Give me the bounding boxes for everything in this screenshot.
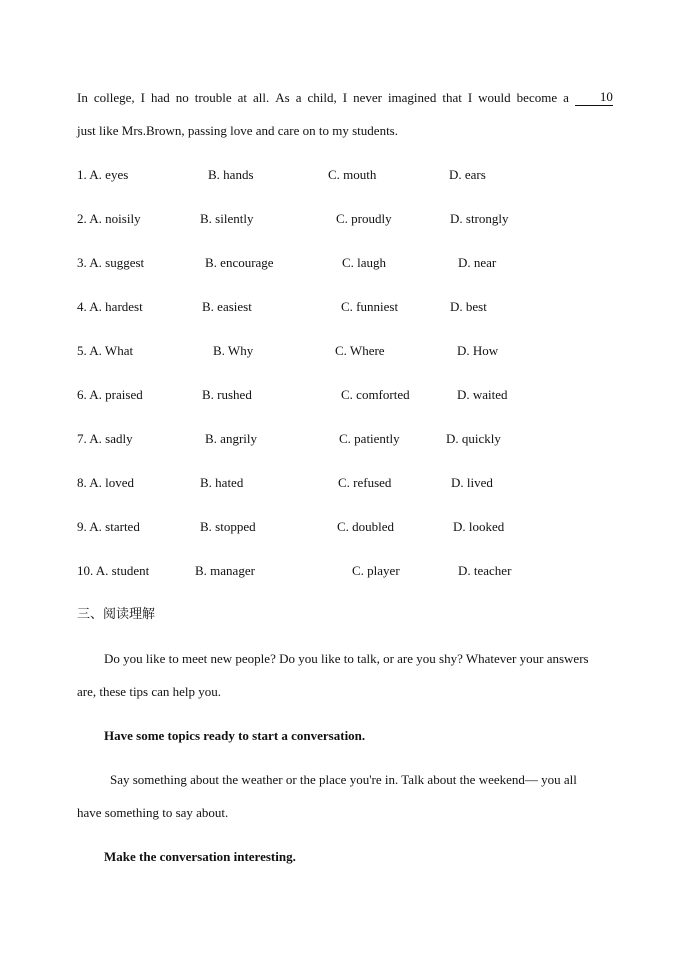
option-b: B. manager <box>195 563 255 578</box>
paragraph-line: are, these tips can help you. <box>77 684 222 699</box>
intro-word: In <box>77 90 88 105</box>
option-c: C. mouth <box>328 167 377 182</box>
option-a: 9. A. started <box>77 519 140 534</box>
option-a: 3. A. suggest <box>77 255 145 270</box>
option-a: 2. A. noisily <box>77 211 141 226</box>
paragraph-line: Do you like to meet new people? Do you like to talk, or are you shy? Whatever your answers <box>104 651 589 666</box>
intro-word: at <box>237 90 247 105</box>
option-a: 6. A. praised <box>77 387 143 402</box>
option-d: D. quickly <box>446 431 501 446</box>
intro-word: imagined <box>387 90 437 105</box>
section-heading: 三、阅读理解 <box>77 607 156 622</box>
intro-word: As <box>275 90 290 105</box>
option-d: D. best <box>450 299 487 314</box>
intro-word: become <box>516 90 558 105</box>
option-d: D. looked <box>453 519 505 534</box>
answer-blank: 10 <box>575 90 613 106</box>
option-b: B. encourage <box>205 255 274 270</box>
intro-word: I <box>342 90 348 105</box>
option-d: D. How <box>457 343 499 358</box>
option-b: B. angrily <box>205 431 257 446</box>
option-d: D. teacher <box>458 563 512 578</box>
option-d: D. waited <box>457 387 508 402</box>
option-d: D. lived <box>451 475 493 490</box>
option-c: C. comforted <box>341 387 410 402</box>
intro-word: I <box>467 90 473 105</box>
paragraph-line: have something to say about. <box>77 805 229 820</box>
option-a: 10. A. student <box>77 563 150 578</box>
intro-word: no <box>175 90 189 105</box>
option-a: 8. A. loved <box>77 475 135 490</box>
intro-word: a <box>563 90 569 105</box>
option-c: C. Where <box>335 343 385 358</box>
intro-word: had <box>150 90 170 105</box>
option-b: B. easiest <box>202 299 252 314</box>
tip-heading: Make the conversation interesting. <box>104 849 296 864</box>
tip-heading: Have some topics ready to start a conversation. <box>104 728 366 743</box>
option-d: D. strongly <box>450 211 509 226</box>
intro-word: never <box>353 90 382 105</box>
option-a: 1. A. eyes <box>77 167 129 182</box>
intro-word: would <box>478 90 511 105</box>
intro-word: that <box>442 90 462 105</box>
option-b: B. hands <box>208 167 254 182</box>
option-d: D. near <box>458 255 497 270</box>
option-b: B. stopped <box>200 519 256 534</box>
option-c: C. doubled <box>337 519 395 534</box>
option-c: C. patiently <box>339 431 400 446</box>
option-a: 5. A. What <box>77 343 134 358</box>
intro-word: child, <box>307 90 337 105</box>
option-b: B. hated <box>200 475 244 490</box>
option-b: B. silently <box>200 211 254 226</box>
option-b: B. Why <box>213 343 254 358</box>
option-c: C. refused <box>338 475 392 490</box>
intro-word: all. <box>252 90 270 105</box>
intro-word: I <box>140 90 145 105</box>
option-d: D. ears <box>449 167 486 182</box>
option-c: C. funniest <box>341 299 399 314</box>
intro-word: college, <box>93 90 135 105</box>
intro-line-2: just like Mrs.Brown, passing love and care on to my students. <box>77 123 398 138</box>
option-c: C. proudly <box>336 211 392 226</box>
paragraph-line: Say something about the weather or the place you're in. Talk about the weekend— you all <box>110 772 577 787</box>
option-c: C. player <box>352 563 400 578</box>
intro-line-1 <box>77 90 613 106</box>
option-a: 4. A. hardest <box>77 299 143 314</box>
intro-word: trouble <box>194 90 232 105</box>
option-b: B. rushed <box>202 387 252 402</box>
option-a: 7. A. sadly <box>77 431 133 446</box>
option-c: C. laugh <box>342 255 387 270</box>
intro-word: a <box>295 90 302 105</box>
